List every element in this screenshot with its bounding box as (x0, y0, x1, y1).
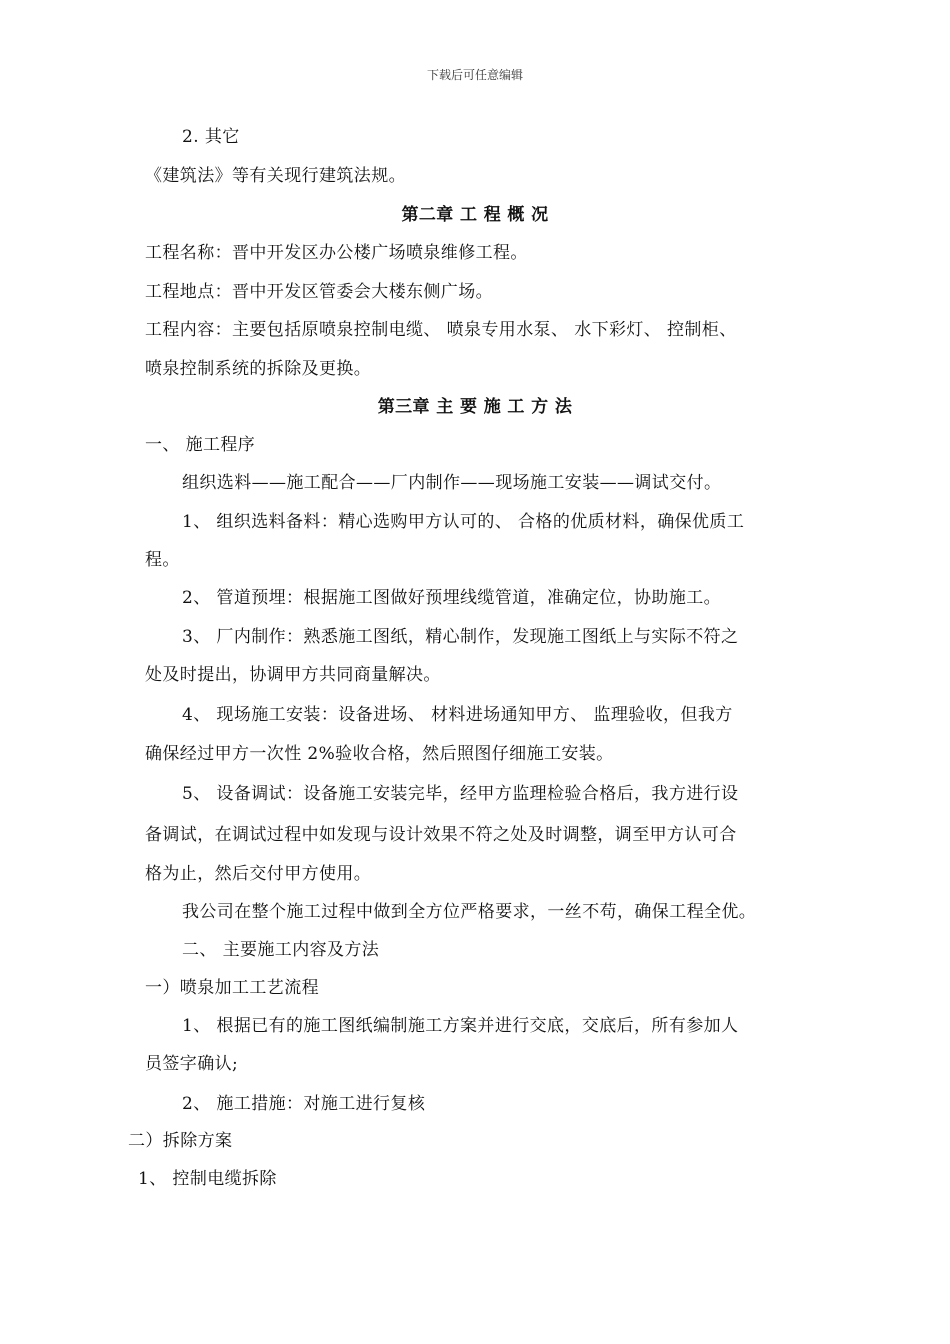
paragraph-line: 处及时提出，协调甲方共同商量解决。 (145, 665, 441, 685)
paragraph-line: 《建筑法》等有关现行建筑法规。 (145, 166, 406, 186)
project-content-line: 工程内容：主要包括原喷泉控制电缆、 喷泉专用水泵、 水下彩灯、 控制柜、 (145, 320, 737, 340)
chapter-3-heading: 第三章 主 要 施 工 方 法 (377, 397, 573, 417)
paragraph-line: 员签字确认; (145, 1054, 239, 1074)
project-name-line: 工程名称：晋中开发区办公楼广场喷泉维修工程。 (145, 243, 528, 263)
list-item: 5、 设备调试：设备施工安装完毕，经甲方监理检验合格后，我方进行设 (182, 784, 739, 804)
page-header: 下载后可任意编辑 (426, 68, 523, 82)
list-item: 1、 控制电缆拆除 (138, 1169, 277, 1189)
subsection-heading: 一）喷泉加工工艺流程 (145, 978, 319, 998)
project-location-line: 工程地点：晋中开发区管委会大楼东侧广场。 (145, 282, 493, 302)
paragraph-line: 程。 (145, 550, 180, 570)
paragraph-line: 组织选料——施工配合——厂内制作——现场施工安装——调试交付。 (182, 473, 722, 493)
paragraph-line: 我公司在整个施工过程中做到全方位严格要求，一丝不苟，确保工程全优。 (182, 902, 757, 922)
list-item: 1、 组织选料备料：精心选购甲方认可的、 合格的优质材料，确保优质工 (182, 512, 745, 532)
list-item: 2、 施工措施：对施工进行复核 (182, 1094, 426, 1114)
list-item: 3、 厂内制作：熟悉施工图纸，精心制作，发现施工图纸上与实际不符之 (182, 627, 739, 647)
section-heading: 二、 主要施工内容及方法 (182, 940, 380, 960)
list-item: 2、 管道预埋：根据施工图做好预埋线缆管道，准确定位，协助施工。 (182, 588, 722, 608)
paragraph-line: 备调试，在调试过程中如发现与设计效果不符之处及时调整，调至甲方认可合 (145, 825, 737, 845)
paragraph-line: 喷泉控制系统的拆除及更换。 (145, 359, 372, 379)
paragraph-line: 格为止，然后交付甲方使用。 (145, 864, 372, 884)
list-item: 1、 根据已有的施工图纸编制施工方案并进行交底，交底后，所有参加人 (182, 1016, 739, 1036)
list-item: 4、 现场施工安装：设备进场、 材料进场通知甲方、 监理验收，但我方 (182, 705, 733, 725)
section-heading: 一、 施工程序 (145, 435, 256, 455)
paragraph-line: 确保经过甲方一次性 2%验收合格，然后照图仔细施工安装。 (145, 744, 614, 764)
chapter-2-heading: 第二章 工 程 概 况 (401, 205, 549, 225)
section-item-2-other: 2. 其它 (182, 127, 240, 147)
subsection-heading: 二）拆除方案 (128, 1131, 233, 1151)
